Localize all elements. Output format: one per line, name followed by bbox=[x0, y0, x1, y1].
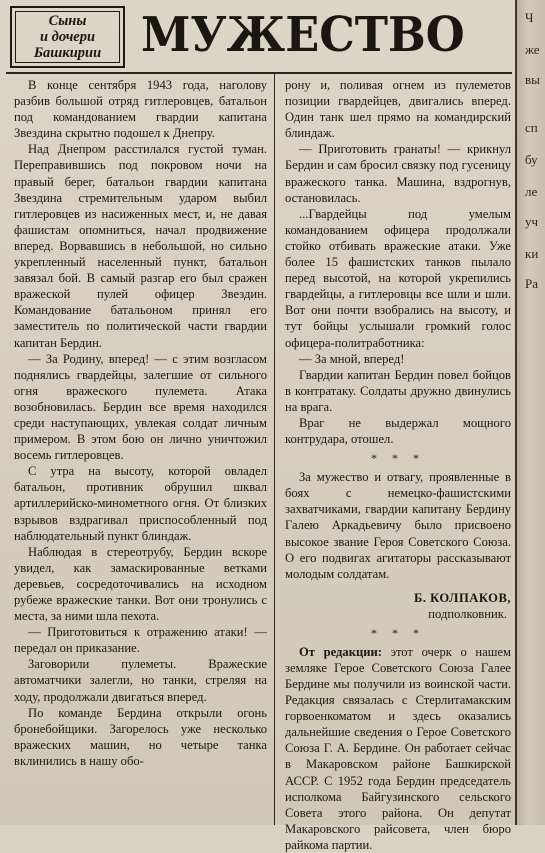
section-separator: * * * bbox=[371, 625, 425, 640]
adjacent-fragment: ки bbox=[525, 246, 539, 261]
article-paragraph: — За Родину, вперед! — с этим возгласом поднялись гвардейцы, залегшие от сильного огня вражеского пулемета. Атака возобновилась. Бердин все время находился среди наступающих, увлекая солдат личным примером. В этом бою он лично уничтожил восемь гитлеровцев. bbox=[14, 351, 267, 463]
adjacent-fragment: вы bbox=[525, 72, 540, 87]
adjacent-fragment: сп bbox=[525, 120, 538, 135]
section-separator: * * * bbox=[371, 451, 425, 466]
header-rule bbox=[6, 72, 512, 74]
article-paragraph: Над Днепром расстилался густой туман. Переправившись под покровом ночи на правый берег, батальон гвардии капитана Звездина стремительным ударом выбил гитлеровцев из насиженных мест, и, не давая фашистам опомниться, начал продвижение вперед. Ворвавшись в небольшой, но сильно укрепленный населенный пункт, батальон завязал бой. В самый разгар его был сражен вражеской пулей офицер Звездин. Командование батальоном принял его заместитель по политической части гвардии капитан Бердин. bbox=[14, 142, 267, 350]
editor-note-label: От редакции: bbox=[299, 644, 391, 659]
adjacent-fragment: Ч bbox=[525, 10, 534, 25]
author-signature: Б. КОЛПАКОВ, bbox=[413, 590, 511, 605]
headline: МУЖЕСТВО bbox=[141, 7, 465, 63]
rubric-line: Башкирии bbox=[33, 45, 102, 61]
article-paragraph: рону и, поливая огнем из пулеметов позиции гвардейцев, двигались вперед. Один танк шел прямо на командирский блиндаж. bbox=[285, 78, 511, 141]
adjacent-fragment: уч bbox=[525, 214, 539, 229]
award-paragraph: За мужество и отвагу, проявленные в боях с немецко-фашистскими захватчиками, гвардии капитану Бердину Галею Аркадьевичу было присвоено высокое звание Героя Советского Союза. О его подвигах агитаторы рассказывают молодым солдатам. bbox=[285, 470, 511, 581]
article-paragraph: В конце сентября 1943 года, наголову разбив большой отряд гитлеровцев, батальон под командованием гвардии капитана Звездина скрытно подошел к Днепру. bbox=[14, 78, 267, 141]
editor-note-text: этот очерк о нашем земляке Герое Советского Союза Галее Бердине мы получили из воинской части. Редакция связалась с Стерлитамакским горвоенкоматом и здесь оказались дальнейшие сведения о Герое Советского Союза Г. А. Бердине. Он работает сейчас в Макаровском районе Башкирской АССР. С 1952 года Бердин председатель исполкома Байгузинского сельского Совета этого района. Он депутат Макаровского райсовета, член бюро райкома партии. bbox=[285, 644, 512, 852]
article-paragraph: Враг не выдержал мощного контрудара, отошел. bbox=[285, 415, 511, 447]
author-rank: подполковник. bbox=[428, 606, 507, 621]
rubric-line: Сыны bbox=[48, 13, 87, 29]
article-paragraph: — Приготовить гранаты! — крикнул Бердин и сам бросил связку под гусеницу вражеского танка. Машина, вздрогнув, остановилась. bbox=[285, 142, 511, 205]
article-paragraph: Наблюдая в стереотрубу, Бердин вскоре увидел, как замаскированные ветками деревьев, сосредоточивались на исходном рубеже вражеские танки. Вот они тронулись с места, за ними шла пехота. bbox=[14, 544, 267, 624]
article-paragraph: — За мной, вперед! bbox=[299, 351, 405, 366]
article-paragraph: Гвардии капитан Бердин повел бойцов в контратаку. Солдаты дружно двинулись на врага. bbox=[285, 367, 511, 414]
column-divider bbox=[274, 74, 275, 825]
adjacent-fragment: ле bbox=[525, 184, 538, 199]
article-paragraph: С утра на высоту, которой овладел батальон, противник обрушил шквал артиллерийско-минометного огня. От близких взрывов вздрагивал приспособленный под наблюдательный пункт блиндаж. bbox=[14, 464, 267, 543]
adjacent-fragment: Ра bbox=[525, 276, 538, 291]
rubric-box bbox=[10, 6, 125, 68]
right-column bbox=[285, 77, 511, 853]
article-paragraph: Заговорили пулеметы. Вражеские автоматчики залегли, но танки, стреляя на ходу, продолжали двигаться вперед. bbox=[14, 657, 267, 704]
editor-note bbox=[285, 644, 511, 853]
rubric-line: и дочери bbox=[39, 29, 96, 45]
left-column bbox=[14, 77, 267, 769]
article-paragraph: По команде Бердина открыли огонь бронебойщики. Загорелось уже несколько вражеских машин, но четыре танка вклинились в нашу обо- bbox=[14, 705, 267, 768]
article-paragraph: ...Гвардейцы под умелым командованием офицера продолжали стойко отбивать вражеские атаки. Уже более 15 фашистских танков пылало перед высотой, на которой укрепились гвардейцы, а гитлеровцы все шли и шли. Вот они почти взобрались на высоту, и тут бойцы услышали громкий голос офицера-политработника: bbox=[285, 206, 511, 350]
adjacent-fragment: бу bbox=[525, 152, 538, 167]
adjacent-column bbox=[517, 0, 545, 825]
article-paragraph: — Приготовиться к отражению атаки! — передал он приказание. bbox=[14, 625, 267, 656]
adjacent-fragment: же bbox=[525, 42, 540, 57]
